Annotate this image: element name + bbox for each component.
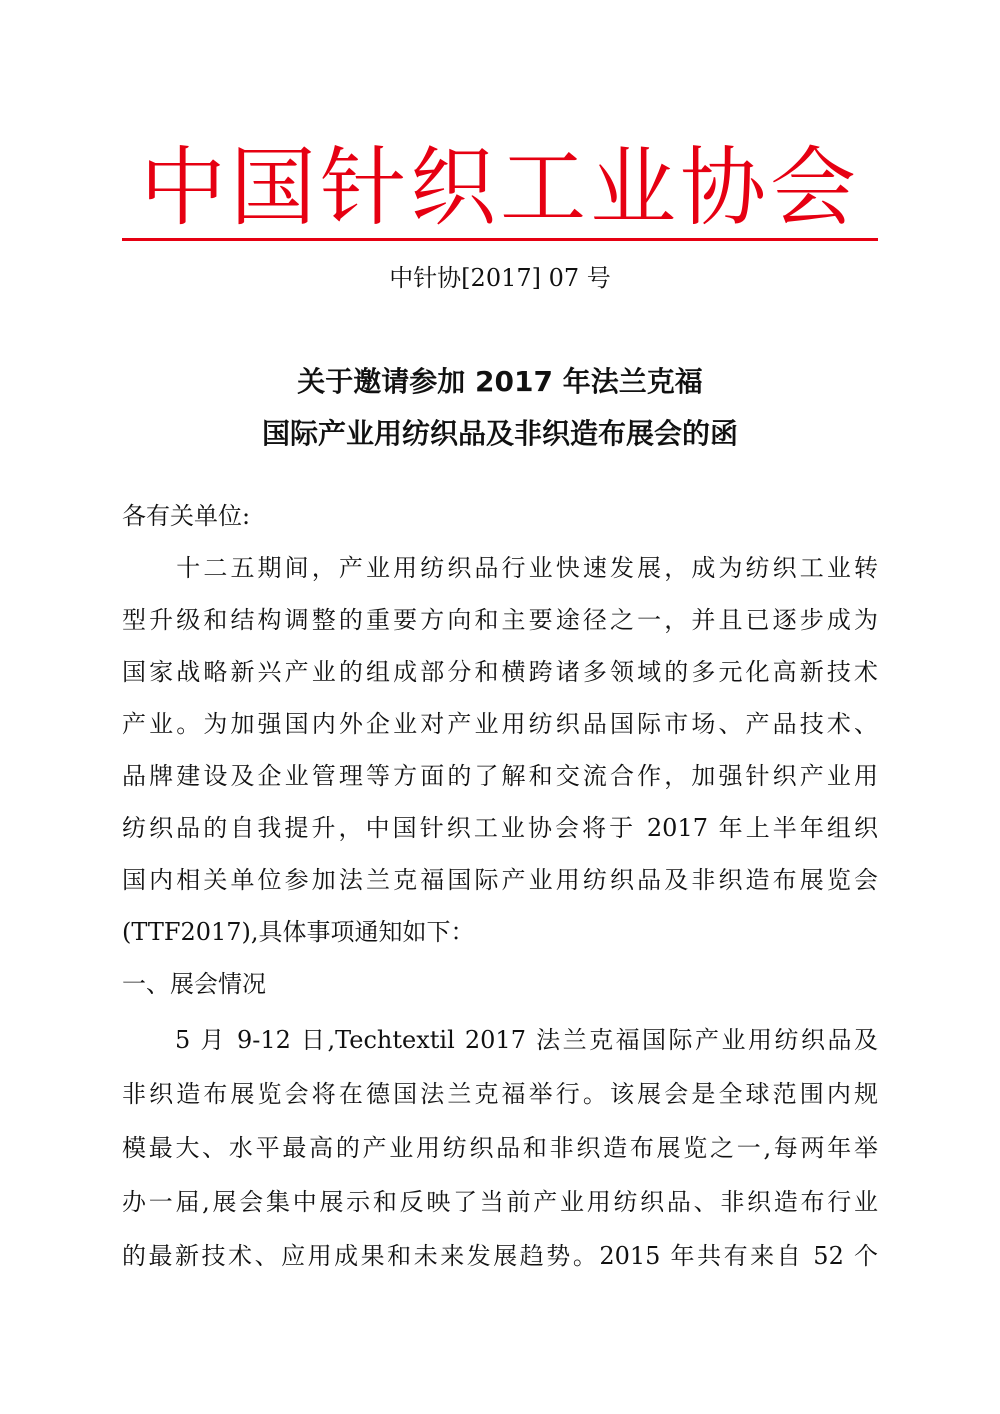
paragraph-line: (TTF2017),具体事项通知如下： xyxy=(122,918,475,946)
document-title-line-2: 国际产业用纺织品及非织造布展会的函 xyxy=(261,417,738,450)
paragraph-line: 非织造布展览会将在德国法兰克福举行。该展会是全球范围内规 xyxy=(122,1080,878,1108)
salutation: 各有关单位: xyxy=(122,502,251,530)
paragraph-line: 十二五期间，产业用纺织品行业快速发展，成为纺织工业转 xyxy=(122,554,878,582)
paragraph-line: 模最大、水平最高的产业用纺织品和非织造布展览之一,每两年举 xyxy=(122,1134,878,1162)
document-title-line-1: 关于邀请参加 2017 年法兰克福 xyxy=(297,365,703,398)
masthead-red-rule xyxy=(122,238,878,241)
document-number: 中针协[2017] 07 号 xyxy=(389,264,611,292)
paragraph-line: 办一届,展会集中展示和反映了当前产业用纺织品、非织造布行业 xyxy=(122,1188,878,1216)
paragraph-line: 产业。为加强国内外企业对产业用纺织品国际市场、产品技术、 xyxy=(122,710,878,738)
paragraph-line: 纺织品的自我提升，中国针织工业协会将于 2017 年上半年组织 xyxy=(122,814,878,842)
paragraph-line: 的最新技术、应用成果和未来发展趋势。2015 年共有来自 52 个 xyxy=(122,1242,878,1270)
paragraph-line: 5 月 9-12 日,Techtextil 2017 法兰克福国际产业用纺织品及 xyxy=(122,1026,878,1054)
paragraph-line: 国家战略新兴产业的组成部分和横跨诸多领域的多元化高新技术 xyxy=(122,658,878,686)
paragraph-line: 国内相关单位参加法兰克福国际产业用纺织品及非织造布展览会 xyxy=(122,866,878,894)
issuing-organization-masthead: 中国针织工业协会 xyxy=(140,138,860,238)
paragraph-line: 品牌建设及企业管理等方面的了解和交流合作，加强针织产业用 xyxy=(122,762,878,790)
paragraph-line: 型升级和结构调整的重要方向和主要途径之一，并且已逐步成为 xyxy=(122,606,878,634)
section-heading: 一、展会情况 xyxy=(122,970,266,998)
